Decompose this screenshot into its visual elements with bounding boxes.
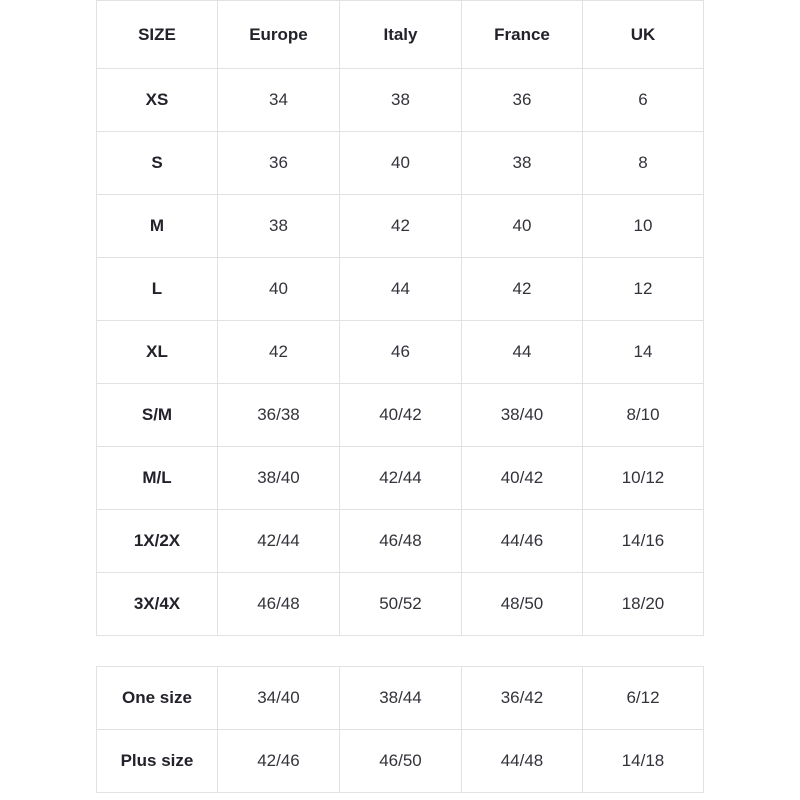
cell-uk: 12 <box>582 258 703 321</box>
column-header-italy: Italy <box>339 1 461 69</box>
cell-italy: 46/48 <box>339 510 461 573</box>
cell-italy: 42/44 <box>339 447 461 510</box>
cell-france: 48/50 <box>462 573 583 636</box>
size-conversion-table-extra <box>96 666 704 793</box>
cell-france: 38 <box>462 132 583 195</box>
row-label: S <box>97 132 218 195</box>
cell-europe: 42 <box>217 321 339 384</box>
cell-europe: 42/44 <box>217 510 339 573</box>
cell-uk: 6/12 <box>582 667 703 730</box>
table-row <box>97 195 704 258</box>
table-row <box>97 321 704 384</box>
row-label: 3X/4X <box>97 573 218 636</box>
table-row <box>97 384 704 447</box>
cell-uk: 10/12 <box>582 447 703 510</box>
cell-uk: 6 <box>582 69 703 132</box>
cell-italy: 40 <box>339 132 461 195</box>
cell-italy: 46/50 <box>339 730 461 793</box>
cell-europe: 40 <box>217 258 339 321</box>
table-row <box>97 573 704 636</box>
row-label: One size <box>97 667 218 730</box>
size-conversion-table <box>96 0 704 636</box>
row-label: M <box>97 195 218 258</box>
cell-uk: 14/18 <box>582 730 703 793</box>
cell-france: 44 <box>462 321 583 384</box>
cell-italy: 40/42 <box>339 384 461 447</box>
cell-italy: 38/44 <box>339 667 461 730</box>
table-row <box>97 667 704 730</box>
cell-france: 38/40 <box>462 384 583 447</box>
row-label: 1X/2X <box>97 510 218 573</box>
cell-uk: 10 <box>582 195 703 258</box>
cell-europe: 46/48 <box>217 573 339 636</box>
cell-italy: 50/52 <box>339 573 461 636</box>
cell-france: 36/42 <box>462 667 583 730</box>
row-label: XL <box>97 321 218 384</box>
table-body <box>97 69 704 636</box>
cell-italy: 46 <box>339 321 461 384</box>
cell-france: 40/42 <box>462 447 583 510</box>
cell-uk: 8/10 <box>582 384 703 447</box>
table-row <box>97 69 704 132</box>
column-header-size: SIZE <box>97 1 218 69</box>
cell-europe: 38 <box>217 195 339 258</box>
row-label: XS <box>97 69 218 132</box>
table-row <box>97 730 704 793</box>
cell-italy: 44 <box>339 258 461 321</box>
cell-uk: 14 <box>582 321 703 384</box>
cell-france: 40 <box>462 195 583 258</box>
cell-italy: 42 <box>339 195 461 258</box>
cell-europe: 36 <box>217 132 339 195</box>
cell-uk: 18/20 <box>582 573 703 636</box>
column-header-france: France <box>462 1 583 69</box>
row-label: S/M <box>97 384 218 447</box>
cell-uk: 8 <box>582 132 703 195</box>
row-label: Plus size <box>97 730 218 793</box>
column-header-uk: UK <box>582 1 703 69</box>
cell-europe: 36/38 <box>217 384 339 447</box>
table-row <box>97 132 704 195</box>
cell-europe: 42/46 <box>217 730 339 793</box>
table-body-extra <box>97 667 704 793</box>
cell-france: 44/46 <box>462 510 583 573</box>
cell-italy: 38 <box>339 69 461 132</box>
column-header-europe: Europe <box>217 1 339 69</box>
cell-france: 36 <box>462 69 583 132</box>
cell-europe: 34/40 <box>217 667 339 730</box>
row-label: L <box>97 258 218 321</box>
cell-uk: 14/16 <box>582 510 703 573</box>
cell-france: 42 <box>462 258 583 321</box>
table-row <box>97 258 704 321</box>
table-header-row <box>97 1 704 69</box>
table-row <box>97 510 704 573</box>
table-row <box>97 447 704 510</box>
cell-europe: 38/40 <box>217 447 339 510</box>
cell-europe: 34 <box>217 69 339 132</box>
cell-france: 44/48 <box>462 730 583 793</box>
table-header <box>97 1 704 69</box>
row-label: M/L <box>97 447 218 510</box>
